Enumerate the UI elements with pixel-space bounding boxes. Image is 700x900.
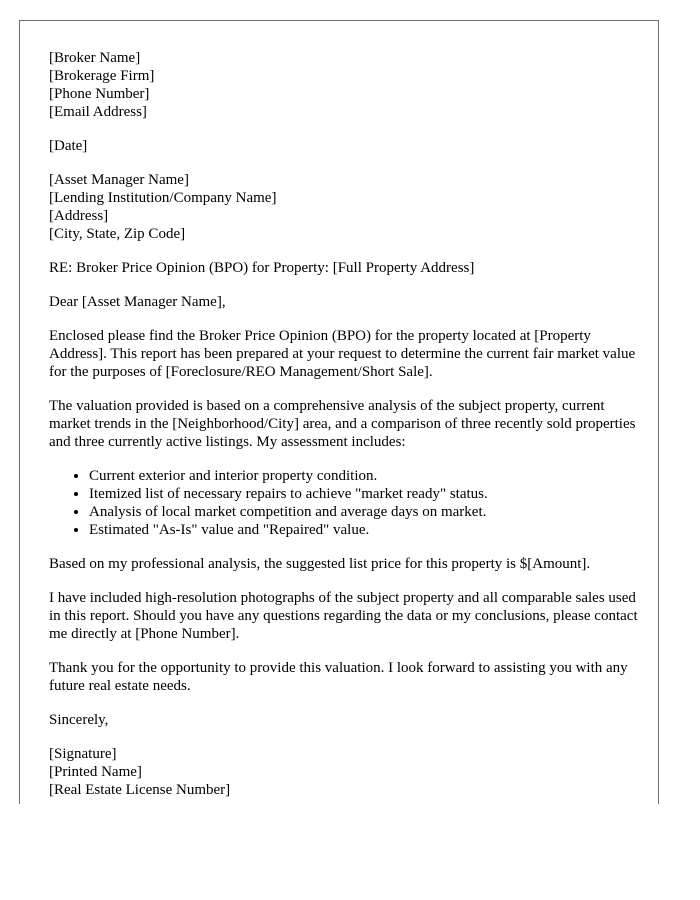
recipient-block	[49, 171, 649, 243]
printed-name: [Printed Name]	[49, 764, 142, 780]
salutation: Dear [Asset Manager Name],	[49, 294, 226, 310]
sender-name: [Broker Name]	[49, 50, 141, 66]
list-item: • Current exterior and interior property condition.	[89, 467, 649, 485]
signature-line: [Signature]	[49, 746, 117, 762]
assessment-list	[49, 467, 649, 539]
list-item: • Estimated "As-Is" value and "Repaired" value.	[89, 521, 649, 539]
recipient-address: [Address]	[49, 208, 109, 224]
list-item: • Itemized list of necessary repairs to achieve "market ready" status.	[89, 485, 649, 503]
sender-firm: [Brokerage Firm]	[49, 68, 155, 84]
closing: Sincerely,	[49, 712, 109, 728]
sender-block	[49, 49, 649, 121]
signature-block	[49, 745, 649, 799]
paragraph-intro: Enclosed please find the Broker Price Opinion (BPO) for the property located at [Property Address]. This report has been prepared at your request to determine the current fair market value for the purposes of [Foreclosure/REO Management/Short Sale].	[49, 328, 636, 380]
paragraph-thanks: Thank you for the opportunity to provide this valuation. I look forward to assisting you with any future real estate needs.	[49, 660, 628, 694]
date-block	[49, 137, 649, 155]
recipient-name: [Asset Manager Name]	[49, 172, 189, 188]
sender-phone: [Phone Number]	[49, 86, 150, 102]
letter-page	[19, 20, 659, 804]
recipient-company: [Lending Institution/Company Name]	[49, 190, 277, 206]
paragraph-price: Based on my professional analysis, the suggested list price for this property is $[Amount].	[49, 556, 591, 572]
letter-content	[49, 49, 649, 799]
license-number: [Real Estate License Number]	[49, 782, 231, 798]
paragraph-photos: I have included high-resolution photographs of the subject property and all comparable sales used in this report. Should you have any questions regarding the data or my conclusions, please contact me directly at [Phone Number].	[49, 590, 638, 642]
subject-line: RE: Broker Price Opinion (BPO) for Property: [Full Property Address]	[49, 260, 475, 276]
letter-date: [Date]	[49, 138, 88, 154]
paragraph-valuation: The valuation provided is based on a comprehensive analysis of the subject property, current market trends in the [Neighborhood/City] area, and a comparison of three recently sold properties and three currently active listings. My assessment includes:	[49, 398, 636, 450]
sender-email: [Email Address]	[49, 104, 147, 120]
recipient-city-state-zip: [City, State, Zip Code]	[49, 226, 186, 242]
list-item: • Analysis of local market competition and average days on market.	[89, 503, 649, 521]
